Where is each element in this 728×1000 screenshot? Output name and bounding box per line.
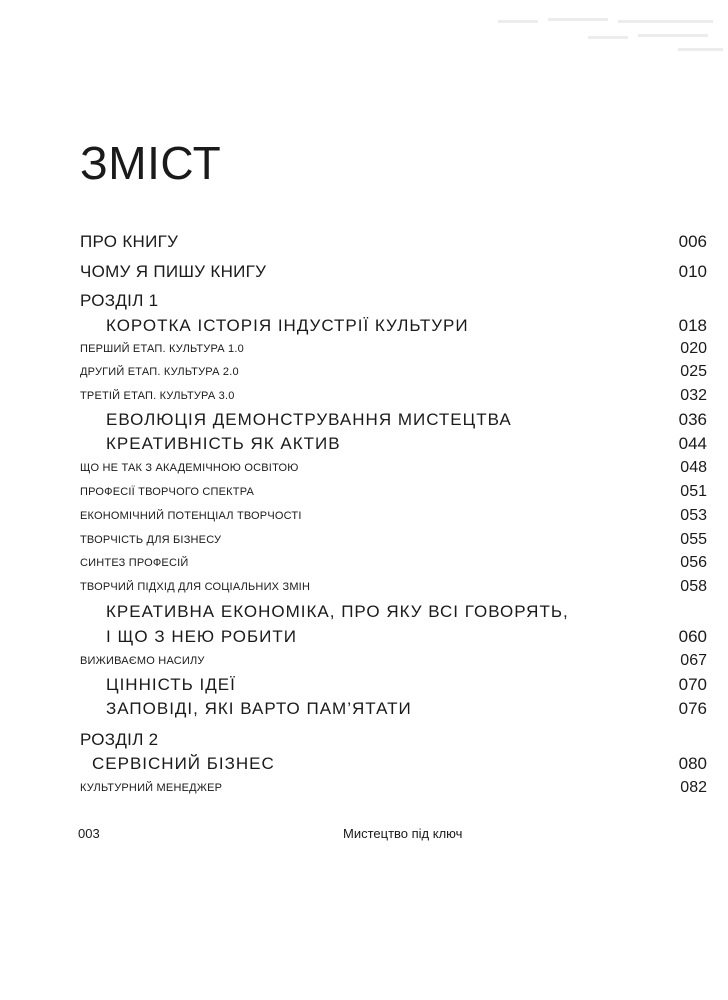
toc-entry-page: 067: [680, 652, 707, 669]
toc-entry-page: 032: [680, 387, 707, 404]
page-title: ЗМІСТ: [80, 137, 222, 189]
toc-entry-label: СЕРВІСНИЙ БІЗНЕС: [92, 754, 275, 773]
toc-entry-label: ЦІННІСТЬ ІДЕЇ: [106, 675, 236, 694]
toc-entry-page: 056: [680, 554, 707, 571]
toc-section-label: ДРУГИЙ ЕТАП. КУЛЬТУРА 2.0: [80, 366, 239, 378]
toc-section-label: КУЛЬТУРНИЙ МЕНЕДЖЕР: [80, 782, 223, 794]
toc-entry-label: І ЩО З НЕЮ РОБИТИ: [106, 627, 298, 646]
toc-entry-label: КРЕАТИВНІСТЬ ЯК АКТИВ: [106, 434, 341, 453]
toc-chapter-label: РОЗДІЛ 1: [80, 291, 159, 310]
footer-book-title: Мистецтво під ключ: [343, 826, 463, 841]
toc-section-label: ПЕРШИЙ ЕТАП. КУЛЬТУРА 1.0: [80, 343, 244, 355]
toc-section-label: ЕКОНОМІЧНИЙ ПОТЕНЦІАЛ ТВОРЧОСТІ: [80, 510, 302, 522]
toc-entry-label: ЕВОЛЮЦІЯ ДЕМОНСТРУВАННЯ МИСТЕЦТВА: [106, 410, 512, 429]
toc-entry-page: 020: [680, 340, 707, 357]
toc-entry-page: 076: [678, 699, 707, 718]
toc-entry-page: 018: [678, 316, 707, 335]
toc-entry-page: 044: [678, 434, 707, 453]
scan-show-through: [438, 14, 728, 62]
toc-chapter-label: РОЗДІЛ 2: [80, 730, 159, 749]
toc-entry-label: КОРОТКА ІСТОРІЯ ІНДУСТРІЇ КУЛЬТУРИ: [106, 316, 469, 335]
toc-entry-page: 070: [678, 675, 707, 694]
toc-section-label: ВИЖИВАЄМО НАСИЛУ: [80, 655, 205, 667]
toc-entry-label: ПРО КНИГУ: [80, 232, 179, 251]
toc-section-label: ПРОФЕСІЇ ТВОРЧОГО СПЕКТРА: [80, 486, 255, 498]
toc-entry-label: КРЕАТИВНА ЕКОНОМІКА, ПРО ЯКУ ВСІ ГОВОРЯТЬ,: [106, 602, 569, 621]
toc-entry-label: ЗАПОВІДІ, ЯКІ ВАРТО ПАМ’ЯТАТИ: [106, 699, 412, 718]
toc-section-label: СИНТЕЗ ПРОФЕСІЙ: [80, 557, 189, 569]
toc-entry-page: 025: [680, 363, 707, 380]
toc-section-label: ТРЕТІЙ ЕТАП. КУЛЬТУРА 3.0: [80, 390, 235, 402]
toc-entry-page: 058: [680, 578, 707, 595]
toc-entry-label: ЧОМУ Я ПИШУ КНИГУ: [80, 262, 267, 281]
toc-entry-page: 048: [680, 459, 707, 476]
footer-page-number: 003: [78, 826, 100, 841]
toc-section-label: ТВОРЧИЙ ПІДХІД ДЛЯ СОЦІАЛЬНИХ ЗМІН: [80, 581, 311, 593]
toc-entry-page: 055: [680, 531, 707, 548]
toc-entry-page: 036: [678, 410, 707, 429]
toc-entry-page: 060: [678, 627, 707, 646]
toc-entry-page: 080: [678, 754, 707, 773]
toc-entry-page: 006: [678, 232, 707, 251]
toc-section-label: ТВОРЧІСТЬ ДЛЯ БІЗНЕСУ: [80, 534, 222, 546]
toc-entry-page: 010: [678, 262, 707, 281]
toc-entry-page: 053: [680, 507, 707, 524]
toc-entry-page: 051: [680, 483, 707, 500]
toc-entry-page: 082: [680, 779, 707, 796]
toc-section-label: ЩО НЕ ТАК З АКАДЕМІЧНОЮ ОСВІТОЮ: [80, 462, 299, 474]
